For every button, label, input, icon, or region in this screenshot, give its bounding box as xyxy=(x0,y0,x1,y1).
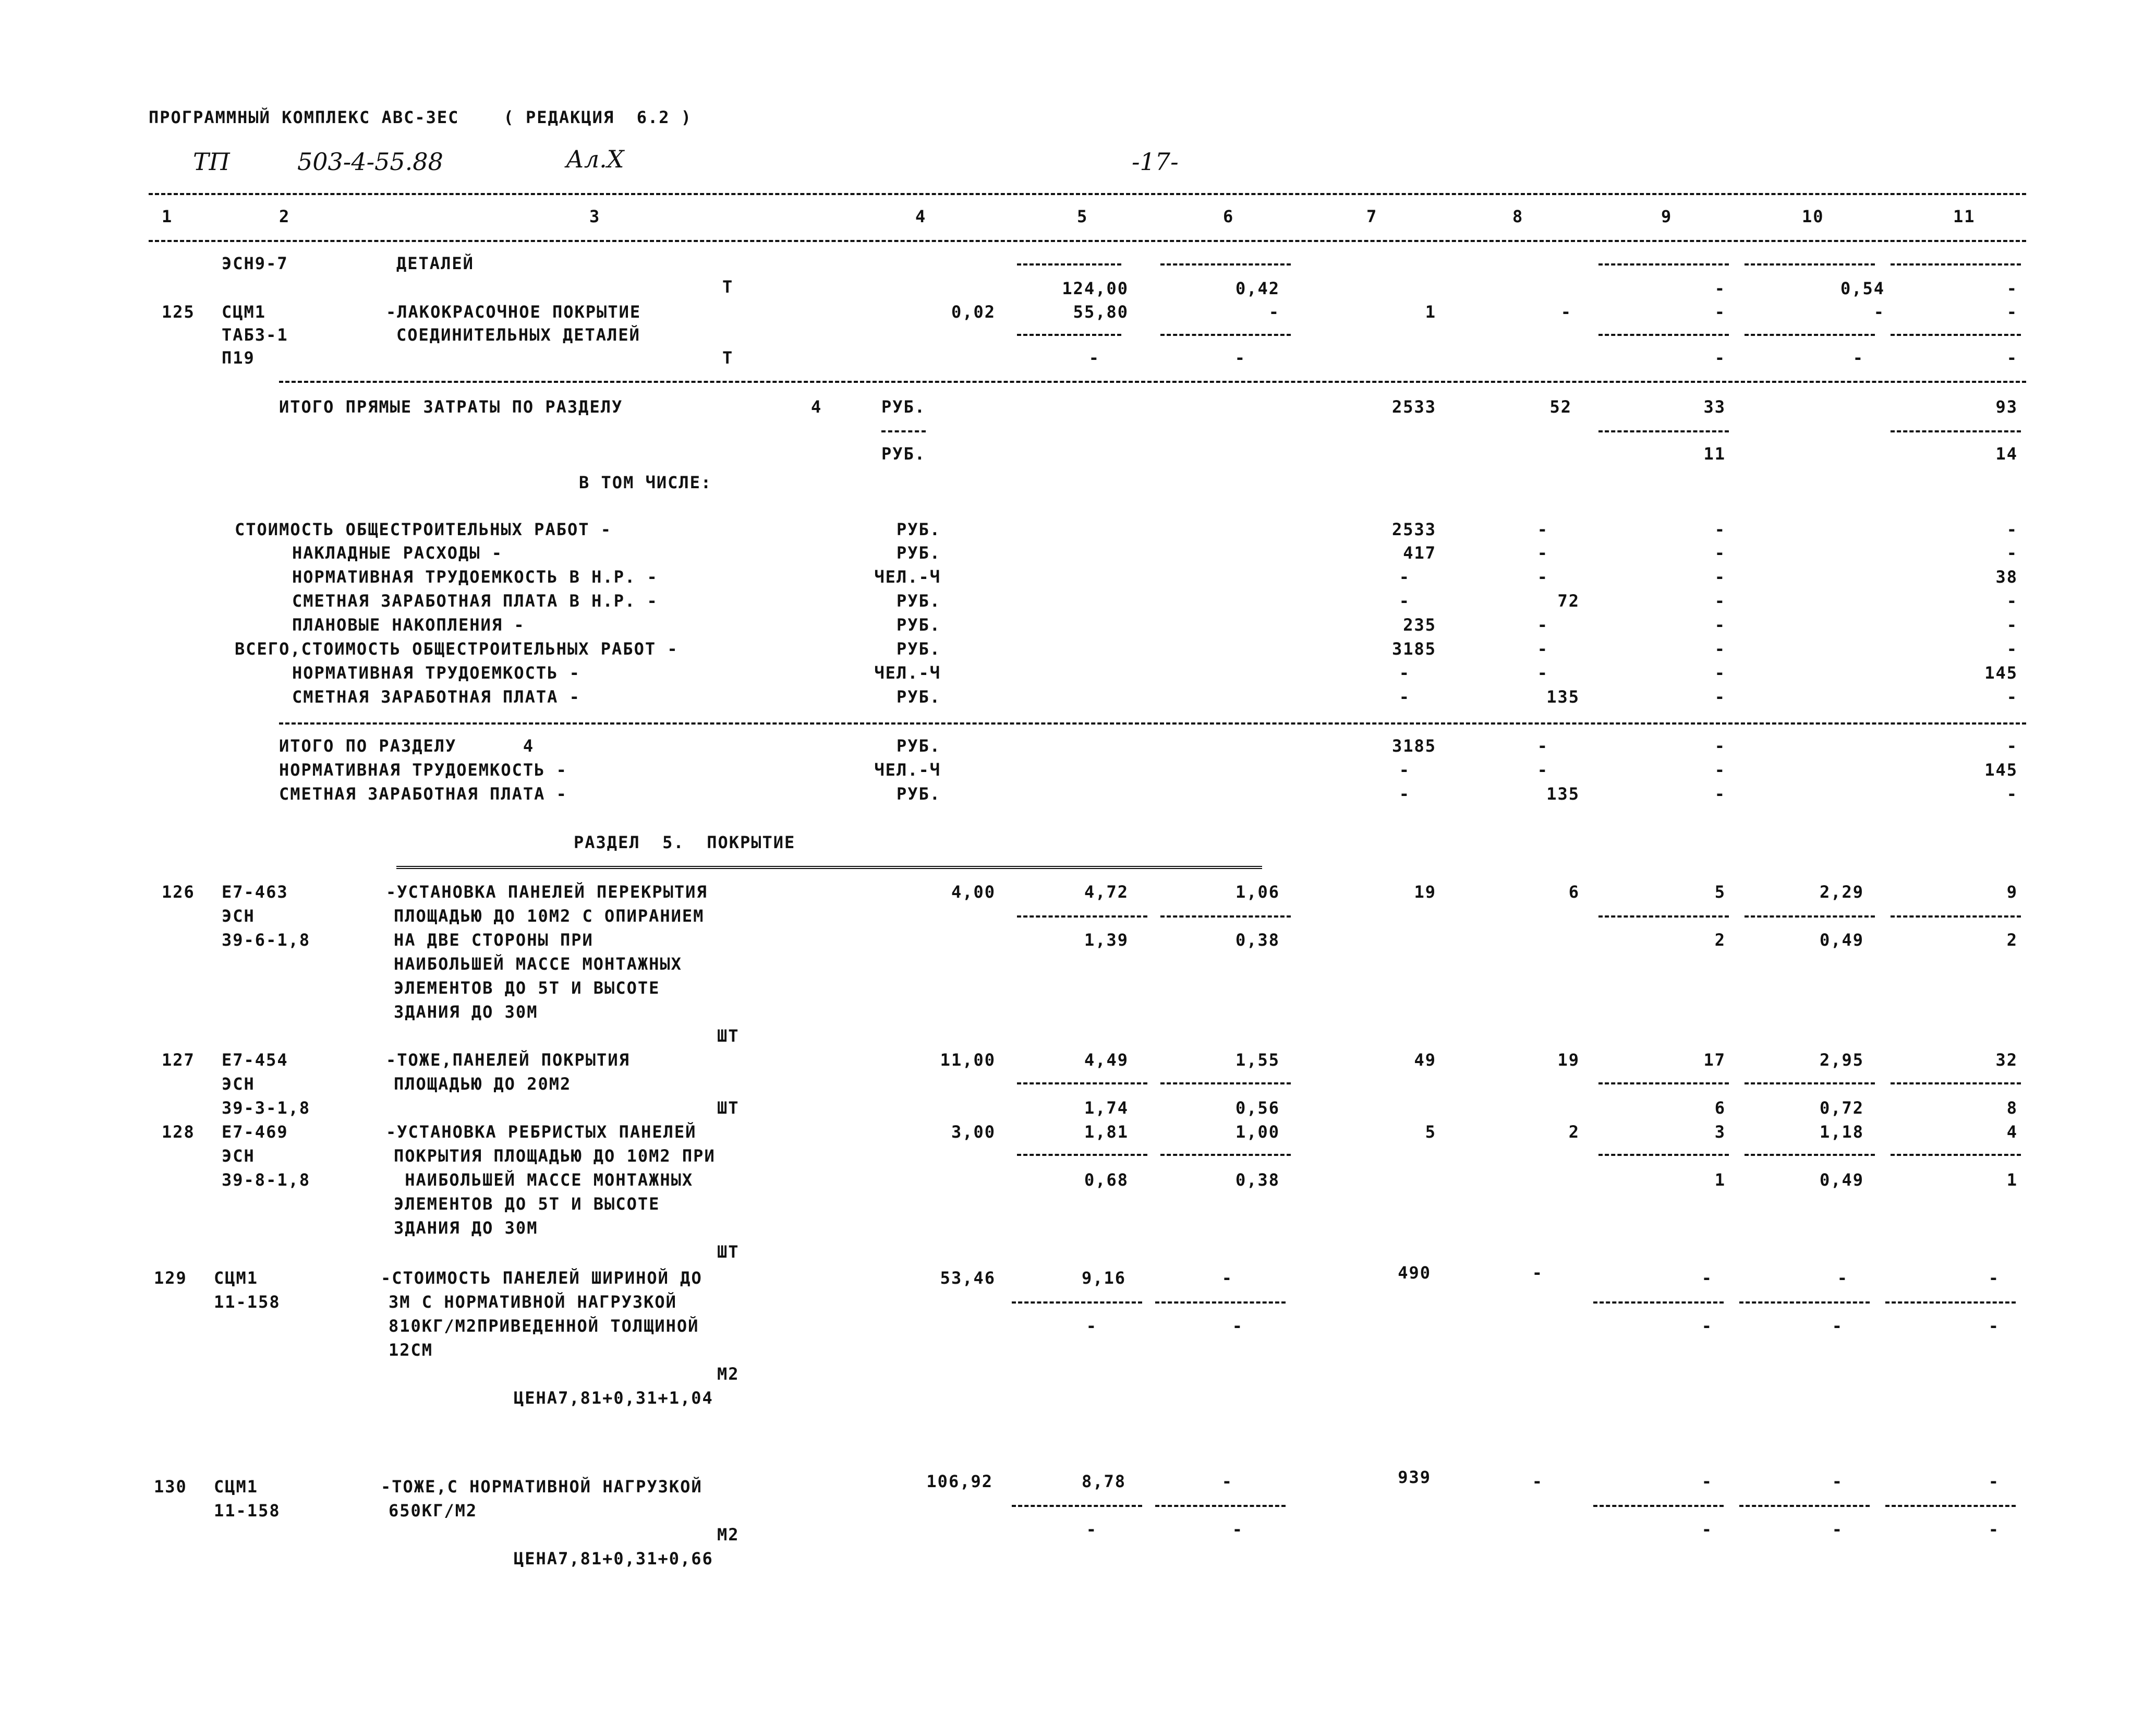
work-description: 12СМ xyxy=(389,1340,433,1360)
col-num-11: 11 xyxy=(1953,207,1976,226)
quantity: 3,00 xyxy=(951,1122,996,1142)
col-6-value: 1,55 xyxy=(1235,1050,1280,1070)
col-9-value: 5 xyxy=(1714,882,1726,902)
unit: РУБ. xyxy=(896,639,941,659)
col-9-value: 3 xyxy=(1714,1122,1726,1142)
col-5-value: 4,49 xyxy=(1084,1050,1129,1070)
col-10-value: - xyxy=(1837,1268,1848,1288)
col-6-value: 0,42 xyxy=(1235,279,1280,298)
row-code: Е7-469 xyxy=(222,1122,288,1142)
col-num-3: 3 xyxy=(589,207,601,226)
work-description: ПЛОЩАДЬЮ ДО 10М2 С ОПИРАНИЕМ xyxy=(394,906,705,926)
col-11-value: 145 xyxy=(1984,663,2018,683)
col-7-value: 1 xyxy=(1425,302,1436,322)
col-10-value: - xyxy=(1852,348,1864,368)
top-code: ЭСН9-7 xyxy=(222,254,288,273)
row-code: П19 xyxy=(222,348,255,368)
col-11-value: - xyxy=(2006,736,2018,756)
col-11-value: 8 xyxy=(2006,1098,2018,1118)
row-code: СЦМ1 xyxy=(214,1477,259,1497)
section-total-label: ИТОГО ПО РАЗДЕЛУ 4 xyxy=(279,736,535,756)
work-description: ЭЛЕМЕНТОВ ДО 5Т И ВЫСОТЕ xyxy=(394,1194,660,1214)
col-9-value: 6 xyxy=(1714,1098,1726,1118)
work-description: НАИБОЛЬШЕЙ МАССЕ МОНТАЖНЫХ xyxy=(394,1170,694,1190)
col-11-value: - xyxy=(1988,1471,2000,1491)
section-total-label: НОРМАТИВНАЯ ТРУДОЕМКОСТЬ - xyxy=(279,760,567,780)
unit: РУБ. xyxy=(896,687,941,707)
breakdown-label: СМЕТНАЯ ЗАРАБОТНАЯ ПЛАТА В Н.Р. - xyxy=(292,591,658,611)
top-unit: Т xyxy=(722,277,734,297)
col-9-value: - xyxy=(1714,615,1726,635)
unit: РУБ. xyxy=(896,543,941,563)
col-8-value: - xyxy=(1537,639,1548,659)
col-8-value: 52 xyxy=(1549,397,1572,417)
section-heading-underline xyxy=(396,866,1262,869)
col-11-value: 9 xyxy=(2006,882,2018,902)
row-code: ТАБЗ-1 xyxy=(222,325,288,345)
col-11-value: - xyxy=(2006,520,2018,539)
col-9-value: - xyxy=(1714,663,1726,683)
col-7-value: 490 xyxy=(1398,1263,1431,1283)
unit: ЧЕЛ.-Ч xyxy=(874,567,941,587)
col-10-value: - xyxy=(1873,302,1885,322)
col-9-value: - xyxy=(1714,784,1726,804)
col-num-9: 9 xyxy=(1661,207,1673,226)
col-9-value: - xyxy=(1714,591,1726,611)
col-8-value: - xyxy=(1560,302,1572,322)
row-code: 11-158 xyxy=(214,1501,281,1521)
col-9-value: - xyxy=(1714,279,1726,298)
quantity: 0,02 xyxy=(951,302,996,322)
col-9-value: - xyxy=(1701,1316,1713,1336)
col-5-value: 1,39 xyxy=(1084,930,1129,950)
col-6-value: - xyxy=(1221,1471,1233,1491)
row-number: 129 xyxy=(154,1268,187,1288)
work-description: ЭЛЕМЕНТОВ ДО 5Т И ВЫСОТЕ xyxy=(394,978,660,998)
col-9-value: 1 xyxy=(1714,1170,1726,1190)
unit: ЧЕЛ.-Ч xyxy=(874,663,941,683)
work-description: -ТОЖЕ,С НОРМАТИВНОЙ НАГРУЗКОЙ xyxy=(381,1477,702,1497)
col-5-value: 9,16 xyxy=(1081,1268,1126,1288)
col-9-value: 11 xyxy=(1703,444,1726,464)
col-9-value: 33 xyxy=(1703,397,1726,417)
col-num-2: 2 xyxy=(279,207,290,226)
breakdown-label: НОРМАТИВНАЯ ТРУДОЕМКОСТЬ В Н.Р. - xyxy=(292,567,658,587)
total-section-number: 4 xyxy=(811,397,822,417)
price-formula: ЦЕНА7,81+0,31+1,04 xyxy=(514,1388,713,1408)
section-total-label: СМЕТНАЯ ЗАРАБОТНАЯ ПЛАТА - xyxy=(279,784,567,804)
col-8-value: 72 xyxy=(1557,591,1580,611)
col-6-value: 1,06 xyxy=(1235,882,1280,902)
work-description: ПЛОЩАДЬЮ ДО 20М2 xyxy=(394,1074,572,1094)
col-9-value: 17 xyxy=(1703,1050,1726,1070)
work-description: 3М С НОРМАТИВНОЙ НАГРУЗКОЙ xyxy=(389,1292,677,1312)
including-heading: В ТОМ ЧИСЛЕ: xyxy=(579,473,712,492)
col-8-value: - xyxy=(1532,1263,1543,1283)
work-description: -ЛАКОКРАСОЧНОЕ ПОКРЫТИЕ xyxy=(386,302,641,322)
rule-top xyxy=(149,193,2026,195)
rule-before-section-total xyxy=(279,722,2026,725)
col-5-value: 8,78 xyxy=(1081,1471,1126,1491)
col-6-value: 1,00 xyxy=(1235,1122,1280,1142)
work-description: ПОКРЫТИЯ ПЛОЩАДЬЮ ДО 10М2 ПРИ xyxy=(394,1146,716,1166)
col-11-value: 38 xyxy=(1995,567,2018,587)
col-6-value: 0,56 xyxy=(1235,1098,1280,1118)
col-7-value: 3185 xyxy=(1391,639,1436,659)
col-11-value: 4 xyxy=(2006,1122,2018,1142)
unit: РУБ. xyxy=(881,444,926,464)
row-code: ЭСН xyxy=(222,906,255,926)
unit: РУБ. xyxy=(896,520,941,539)
col-8-value: - xyxy=(1537,520,1548,539)
col-5-value: 0,68 xyxy=(1084,1170,1129,1190)
col-8-value: - xyxy=(1537,760,1548,780)
col-8-value: - xyxy=(1537,543,1548,563)
col-9-value: - xyxy=(1714,760,1726,780)
unit: ШТ xyxy=(717,1242,740,1262)
col-5-value: - xyxy=(1086,1519,1097,1539)
work-description: 650КГ/М2 xyxy=(389,1501,478,1521)
col-7-value: 235 xyxy=(1403,615,1436,635)
col-10-value: 1,18 xyxy=(1819,1122,1864,1142)
col-7-value: - xyxy=(1399,567,1410,587)
row-code: 39-3-1,8 xyxy=(222,1098,311,1118)
breakdown-label: ПЛАНОВЫЕ НАКОПЛЕНИЯ - xyxy=(292,615,525,635)
col-8-value: - xyxy=(1537,567,1548,587)
col-7-value: - xyxy=(1399,687,1410,707)
col-7-value: 2533 xyxy=(1391,520,1436,539)
col-5-value: 124,00 xyxy=(1062,279,1129,298)
work-description: ЗДАНИЯ ДО 30М xyxy=(394,1002,538,1022)
col-11-value: 14 xyxy=(1995,444,2018,464)
section-heading: РАЗДЕЛ 5. ПОКРЫТИЕ xyxy=(574,833,796,852)
col-11-value: - xyxy=(1988,1316,2000,1336)
col-11-value: - xyxy=(1988,1268,2000,1288)
col-num-7: 7 xyxy=(1366,207,1378,226)
col-11-value: - xyxy=(1988,1519,2000,1539)
col-8-value: 19 xyxy=(1557,1050,1580,1070)
col-9-value: - xyxy=(1714,736,1726,756)
work-description: -СТОИМОСТЬ ПАНЕЛЕЙ ШИРИНОЙ ДО xyxy=(381,1268,702,1288)
col-5-value: - xyxy=(1086,1316,1097,1336)
col-8-value: - xyxy=(1537,663,1548,683)
col-9-value: - xyxy=(1701,1519,1713,1539)
handwritten-project: ТП xyxy=(193,148,230,176)
unit: РУБ. xyxy=(881,397,926,417)
col-num-5: 5 xyxy=(1077,207,1088,226)
col-num-4: 4 xyxy=(915,207,927,226)
rule-section-end xyxy=(279,381,2026,383)
work-description: -УСТАНОВКА РЕБРИСТЫХ ПАНЕЛЕЙ xyxy=(386,1122,697,1142)
col-7-value: 3185 xyxy=(1391,736,1436,756)
col-9-value: - xyxy=(1701,1471,1713,1491)
row-code: Е7-454 xyxy=(222,1050,288,1070)
unit: РУБ. xyxy=(896,591,941,611)
row-code: СЦМ1 xyxy=(214,1268,259,1288)
work-description: НА ДВЕ СТОРОНЫ ПРИ xyxy=(394,930,593,950)
col-11-value: - xyxy=(2006,687,2018,707)
col-9-value: - xyxy=(1701,1268,1713,1288)
handwritten-number: 503-4-55.88 xyxy=(297,148,443,176)
work-description: ЗДАНИЯ ДО 30М xyxy=(394,1218,538,1238)
col-10-value: 0,72 xyxy=(1819,1098,1864,1118)
col-11-value: 93 xyxy=(1995,397,2018,417)
unit: ЧЕЛ.-Ч xyxy=(874,760,941,780)
work-description: НАИБОЛЬШЕЙ МАССЕ МОНТАЖНЫХ xyxy=(394,954,682,974)
col-5-value: - xyxy=(1088,348,1100,368)
row-code: ЭСН xyxy=(222,1146,255,1166)
rule-header xyxy=(149,240,2026,242)
col-11-value: - xyxy=(2006,348,2018,368)
col-9-value: 2 xyxy=(1714,930,1726,950)
col-6-value: - xyxy=(1221,1268,1233,1288)
row-code: 39-8-1,8 xyxy=(222,1170,311,1190)
col-num-6: 6 xyxy=(1223,207,1234,226)
col-6-value: - xyxy=(1268,302,1280,322)
row-code: Е7-463 xyxy=(222,882,288,902)
col-6-value: 0,38 xyxy=(1235,1170,1280,1190)
unit: М2 xyxy=(717,1364,740,1384)
col-9-value: - xyxy=(1714,567,1726,587)
col-11-value: 2 xyxy=(2006,930,2018,950)
col-8-value: 135 xyxy=(1546,784,1580,804)
col-9-value: - xyxy=(1714,348,1726,368)
row-code: СЦМ1 xyxy=(222,302,267,322)
col-10-value: 0,49 xyxy=(1819,930,1864,950)
col-5-value: 55,80 xyxy=(1073,302,1129,322)
col-8-value: 2 xyxy=(1568,1122,1580,1142)
col-7-value: 5 xyxy=(1425,1122,1436,1142)
quantity: 53,46 xyxy=(940,1268,996,1288)
breakdown-label: НОРМАТИВНАЯ ТРУДОЕМКОСТЬ - xyxy=(292,663,580,683)
col-10-value: - xyxy=(1832,1471,1843,1491)
row-number: 125 xyxy=(162,302,195,322)
unit: РУБ. xyxy=(896,615,941,635)
col-7-value: - xyxy=(1399,663,1410,683)
col-5-value: 1,74 xyxy=(1084,1098,1129,1118)
col-5-value: 1,81 xyxy=(1084,1122,1129,1142)
unit: М2 xyxy=(717,1525,740,1545)
col-6-value: - xyxy=(1234,348,1246,368)
row-number: 126 xyxy=(162,882,195,902)
col-10-value: 0,49 xyxy=(1819,1170,1864,1190)
row-number: 130 xyxy=(154,1477,187,1497)
breakdown-label: СТОИМОСТЬ ОБЩЕСТРОИТЕЛЬНЫХ РАБОТ - xyxy=(235,520,612,539)
col-num-8: 8 xyxy=(1512,207,1524,226)
col-9-value: - xyxy=(1714,520,1726,539)
col-7-value: 2533 xyxy=(1391,397,1436,417)
row-code: ЭСН xyxy=(222,1074,255,1094)
col-6-value: - xyxy=(1232,1316,1243,1336)
handwritten-album: Ал.Х xyxy=(566,145,624,173)
row-code: 39-6-1,8 xyxy=(222,930,311,950)
col-11-value: - xyxy=(2006,639,2018,659)
col-8-value: 6 xyxy=(1568,882,1580,902)
col-10-value: 0,54 xyxy=(1840,279,1885,298)
col-11-value: - xyxy=(2006,279,2018,298)
col-11-value: - xyxy=(2006,591,2018,611)
col-9-value: - xyxy=(1714,543,1726,563)
col-7-value: - xyxy=(1399,760,1410,780)
col-11-value: 145 xyxy=(1984,760,2018,780)
row-number: 127 xyxy=(162,1050,195,1070)
col-7-value: 939 xyxy=(1398,1467,1431,1487)
col-8-value: - xyxy=(1537,615,1548,635)
col-11-value: - xyxy=(2006,784,2018,804)
handwritten-page-number: -17- xyxy=(1132,148,1179,176)
quantity: 106,92 xyxy=(926,1471,993,1491)
col-9-value: - xyxy=(1714,639,1726,659)
work-description: СОЕДИНИТЕЛЬНЫХ ДЕТАЛЕЙ xyxy=(396,325,640,345)
col-11-value: - xyxy=(2006,615,2018,635)
col-8-value: - xyxy=(1532,1471,1543,1491)
work-description: -УСТАНОВКА ПАНЕЛЕЙ ПЕРЕКРЫТИЯ xyxy=(386,882,708,902)
col-5-value: 4,72 xyxy=(1084,882,1129,902)
col-6-value: - xyxy=(1232,1519,1243,1539)
col-11-value: 1 xyxy=(2006,1170,2018,1190)
col-7-value: - xyxy=(1399,784,1410,804)
unit: ШТ xyxy=(717,1098,740,1118)
unit: ШТ xyxy=(717,1026,740,1046)
col-10-value: - xyxy=(1832,1519,1843,1539)
col-11-value: - xyxy=(2006,302,2018,322)
price-formula: ЦЕНА7,81+0,31+0,66 xyxy=(514,1549,713,1569)
col-10-value: 2,95 xyxy=(1819,1050,1864,1070)
unit: РУБ. xyxy=(896,784,941,804)
work-description: -ТОЖЕ,ПАНЕЛЕЙ ПОКРЫТИЯ xyxy=(386,1050,630,1070)
col-10-value: 2,29 xyxy=(1819,882,1864,902)
col-9-value: - xyxy=(1714,687,1726,707)
col-7-value: - xyxy=(1399,591,1410,611)
col-num-10: 10 xyxy=(1802,207,1824,226)
col-9-value: - xyxy=(1714,302,1726,322)
col-7-value: 417 xyxy=(1403,543,1436,563)
work-description: 810КГ/М2ПРИВЕДЕННОЙ ТОЛЩИНОЙ xyxy=(389,1316,699,1336)
col-8-value: 135 xyxy=(1546,687,1580,707)
col-11-value: - xyxy=(2006,543,2018,563)
breakdown-label: ВСЕГО,СТОИМОСТЬ ОБЩЕСТРОИТЕЛЬНЫХ РАБОТ - xyxy=(235,639,679,659)
col-10-value: - xyxy=(1832,1316,1843,1336)
total-label: ИТОГО ПРЯМЫЕ ЗАТРАТЫ ПО РАЗДЕЛУ xyxy=(279,397,623,417)
breakdown-label: СМЕТНАЯ ЗАРАБОТНАЯ ПЛАТА - xyxy=(292,687,580,707)
breakdown-label: НАКЛАДНЫЕ РАСХОДЫ - xyxy=(292,543,503,563)
col-7-value: 19 xyxy=(1414,882,1436,902)
col-8-value: - xyxy=(1537,736,1548,756)
col-7-value: 49 xyxy=(1414,1050,1436,1070)
program-title: ПРОГРАММНЫЙ КОМПЛЕКС АВС-ЗЕС ( РЕДАКЦИЯ 6.2 ) xyxy=(149,107,693,127)
quantity: 4,00 xyxy=(951,882,996,902)
row-number: 128 xyxy=(162,1122,195,1142)
unit: РУБ. xyxy=(896,736,941,756)
quantity: 11,00 xyxy=(940,1050,996,1070)
col-6-value: 0,38 xyxy=(1235,930,1280,950)
unit: Т xyxy=(722,348,734,368)
top-text: ДЕТАЛЕЙ xyxy=(396,254,474,273)
row-code: 11-158 xyxy=(214,1292,281,1312)
col-num-1: 1 xyxy=(162,207,173,226)
col-11-value: 32 xyxy=(1995,1050,2018,1070)
